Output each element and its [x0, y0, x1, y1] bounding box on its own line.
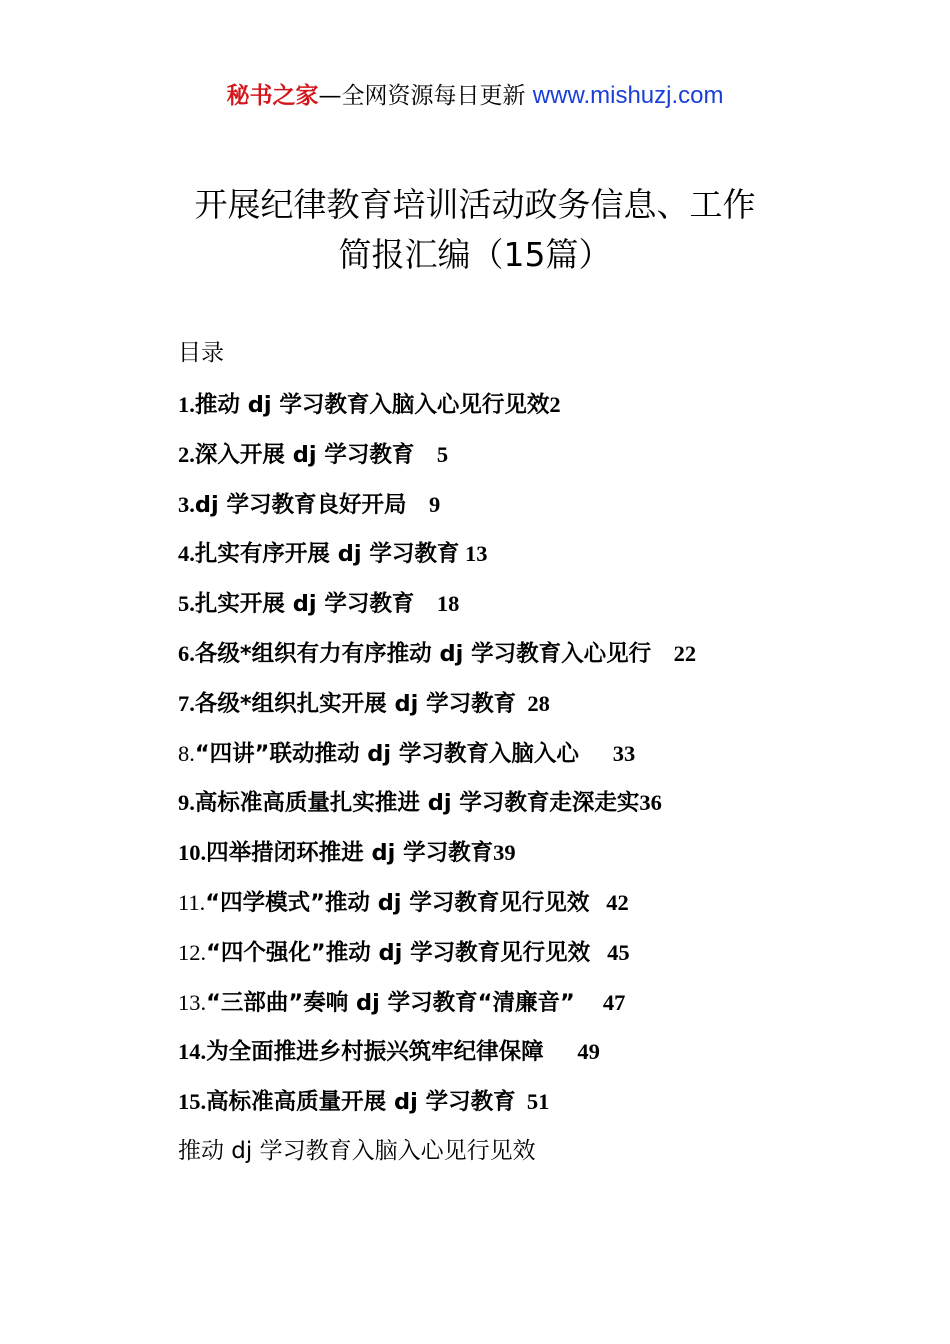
toc-entry-page: 49: [577, 1039, 600, 1065]
toc-entry-number: 6.: [178, 640, 195, 666]
toc-entry-spacer: [579, 741, 613, 766]
site-brand: 秘书之家: [226, 83, 319, 109]
document-title: [0, 180, 950, 280]
toc-entry-title: dj 学习教育良好开局: [194, 491, 407, 518]
toc-entry-spacer: [590, 940, 607, 965]
toc-entry-number: 12.: [178, 939, 207, 965]
toc-entry-page: 28: [527, 690, 550, 716]
toc-heading: 目录: [178, 340, 224, 366]
toc-entry-title: 高标准高质量扎实推进 dj 学习教育走深走实: [194, 790, 640, 817]
title-line-1: 开展纪律教育培训活动政务信息、工作: [194, 185, 756, 224]
toc-entry-title: 高标准高质量开展 dj 学习教育: [206, 1089, 516, 1116]
toc-entry[interactable]: [178, 388, 878, 438]
toc-entry-number: 14.: [178, 1039, 207, 1065]
toc-entry-page: 18: [436, 591, 460, 617]
toc-entry-spacer: [414, 591, 437, 616]
toc-entry-number: 15.: [178, 1089, 207, 1115]
title-line-2: 简报汇编（15篇）: [338, 235, 612, 274]
site-url-link[interactable]: www.mishuzj.com: [532, 82, 724, 109]
toc-entry-number: 9.: [178, 790, 195, 816]
toc-entry-number: 4.: [178, 541, 195, 567]
toc-entry-number: 3.: [178, 491, 195, 517]
toc-entry[interactable]: [178, 438, 878, 488]
toc-entry[interactable]: [178, 488, 878, 538]
table-of-contents: [178, 388, 878, 1135]
toc-entry[interactable]: [178, 886, 878, 936]
toc-entry-page: 45: [607, 939, 630, 965]
site-tagline: —全网资源每日更新: [318, 83, 526, 109]
toc-entry-title: “四学模式”推动 dj 学习教育见行见效: [205, 889, 590, 916]
toc-entry-number: 10.: [178, 840, 207, 866]
toc-entry-number: 5.: [178, 591, 195, 617]
toc-entry-title: 推动 dj 学习教育入脑入心见行见效: [194, 392, 550, 418]
toc-entry-spacer: [651, 641, 674, 666]
toc-entry[interactable]: [178, 1035, 878, 1085]
toc-entry[interactable]: [178, 737, 878, 787]
toc-entry-number: 7.: [178, 690, 195, 716]
toc-entry[interactable]: [178, 587, 878, 637]
toc-entry-number: 8.: [178, 740, 195, 766]
toc-entry-title: 各级*组织有力有序推动 dj 学习教育入心见行: [194, 640, 652, 667]
toc-entry-title: 为全面推进乡村振兴筑牢纪律保障: [206, 1039, 544, 1066]
toc-entry-spacer: [516, 1089, 527, 1114]
toc-entry-title: 各级*组织扎实开展 dj 学习教育: [194, 690, 517, 717]
toc-entry-number: 1.: [178, 392, 195, 417]
toc-entry[interactable]: [178, 637, 878, 687]
toc-entry-title: “四个强化”推动 dj 学习教育见行见效: [206, 939, 591, 966]
toc-entry-page: 47: [602, 989, 626, 1015]
toc-entry-spacer: [414, 442, 437, 467]
toc-entry-number: 2.: [178, 441, 195, 467]
toc-entry-page: 13: [465, 541, 488, 567]
toc-entry[interactable]: [178, 836, 878, 886]
toc-entry-spacer: [516, 691, 527, 716]
toc-entry-page: 2: [549, 392, 561, 417]
toc-entry-spacer: [544, 1039, 578, 1064]
toc-entry-title: “四讲”联动推动 dj 学习教育入脑入心: [194, 740, 579, 767]
toc-entry-title: 深入开展 dj 学习教育: [194, 441, 415, 468]
toc-entry-page: 5: [436, 441, 449, 467]
toc-entry-spacer: [407, 492, 430, 517]
toc-entry-title: 四举措闭环推进 dj 学习教育: [206, 840, 494, 867]
toc-entry-spacer: [575, 990, 603, 1015]
toc-entry[interactable]: [178, 986, 878, 1036]
site-header: [0, 80, 950, 112]
toc-entry-spacer: [589, 890, 606, 915]
toc-entry-page: 9: [429, 491, 441, 517]
toc-entry-page: 51: [526, 1089, 550, 1115]
toc-entry-page: 22: [673, 640, 697, 666]
toc-entry-page: 33: [612, 740, 636, 766]
toc-entry-title: 扎实有序开展 dj 学习教育: [194, 541, 460, 568]
toc-entry-page: 39: [493, 840, 516, 866]
toc-entry[interactable]: [178, 936, 878, 986]
toc-entry-title: 扎实开展 dj 学习教育: [194, 591, 415, 618]
section-heading: 推动 dj 学习教育入脑入心见行见效: [178, 1138, 536, 1164]
toc-entry-number: 11.: [178, 889, 206, 915]
toc-entry[interactable]: [178, 1085, 878, 1135]
toc-entry[interactable]: [178, 687, 878, 737]
toc-entry-page: 36: [639, 790, 662, 816]
toc-entry[interactable]: [178, 786, 878, 836]
toc-entry-title: “三部曲”奏响 dj 学习教育“清廉音”: [206, 989, 575, 1016]
toc-entry[interactable]: [178, 537, 878, 587]
toc-entry-number: 13.: [178, 989, 207, 1015]
toc-entry-page: 42: [606, 889, 629, 915]
